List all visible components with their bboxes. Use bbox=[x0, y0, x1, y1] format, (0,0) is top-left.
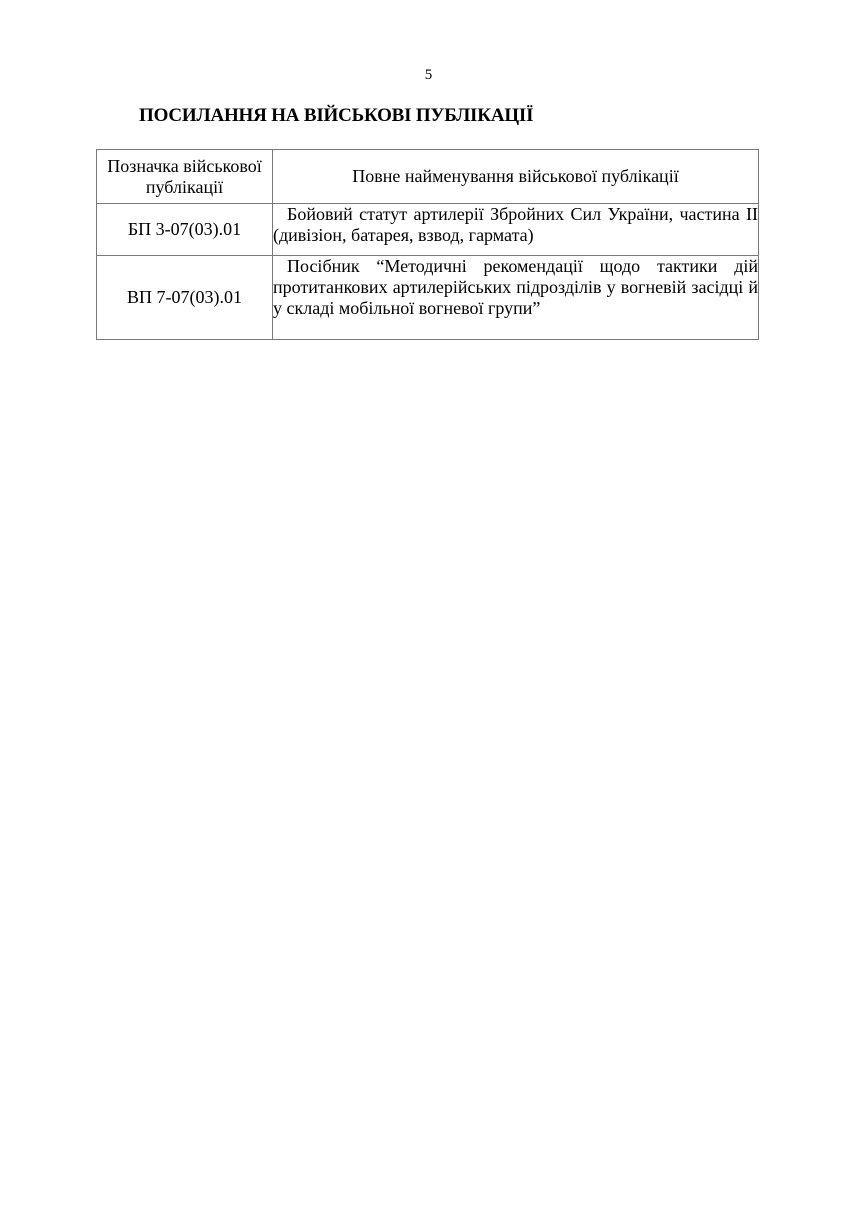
table-header-row bbox=[97, 150, 759, 204]
publication-code: БП 3-07(03).01 bbox=[97, 204, 273, 256]
publication-name: Посібник “Методичні рекомендації щодо тактики дій протитанкових артилерійських підрозділів у вогневій засідці й у складі мобільної вогневої групи” bbox=[273, 256, 759, 340]
header-code: Позначка військової публікації bbox=[97, 150, 273, 204]
page-title: ПОСИЛАННЯ НА ВІЙСЬКОВІ ПУБЛІКАЦІЇ bbox=[139, 105, 534, 126]
publication-name: Бойовий статут артилерії Збройних Сил України, частина ІІ (дивізіон, батарея, взвод, гармата) bbox=[273, 204, 759, 256]
page-number: 5 bbox=[424, 67, 433, 83]
table-row bbox=[97, 204, 759, 256]
table-row bbox=[97, 256, 759, 340]
table-header bbox=[97, 150, 759, 204]
table-body bbox=[97, 204, 759, 340]
publication-code: ВП 7-07(03).01 bbox=[97, 256, 273, 340]
header-name: Повне найменування військової публікації bbox=[273, 150, 759, 204]
publications-table bbox=[96, 149, 759, 340]
